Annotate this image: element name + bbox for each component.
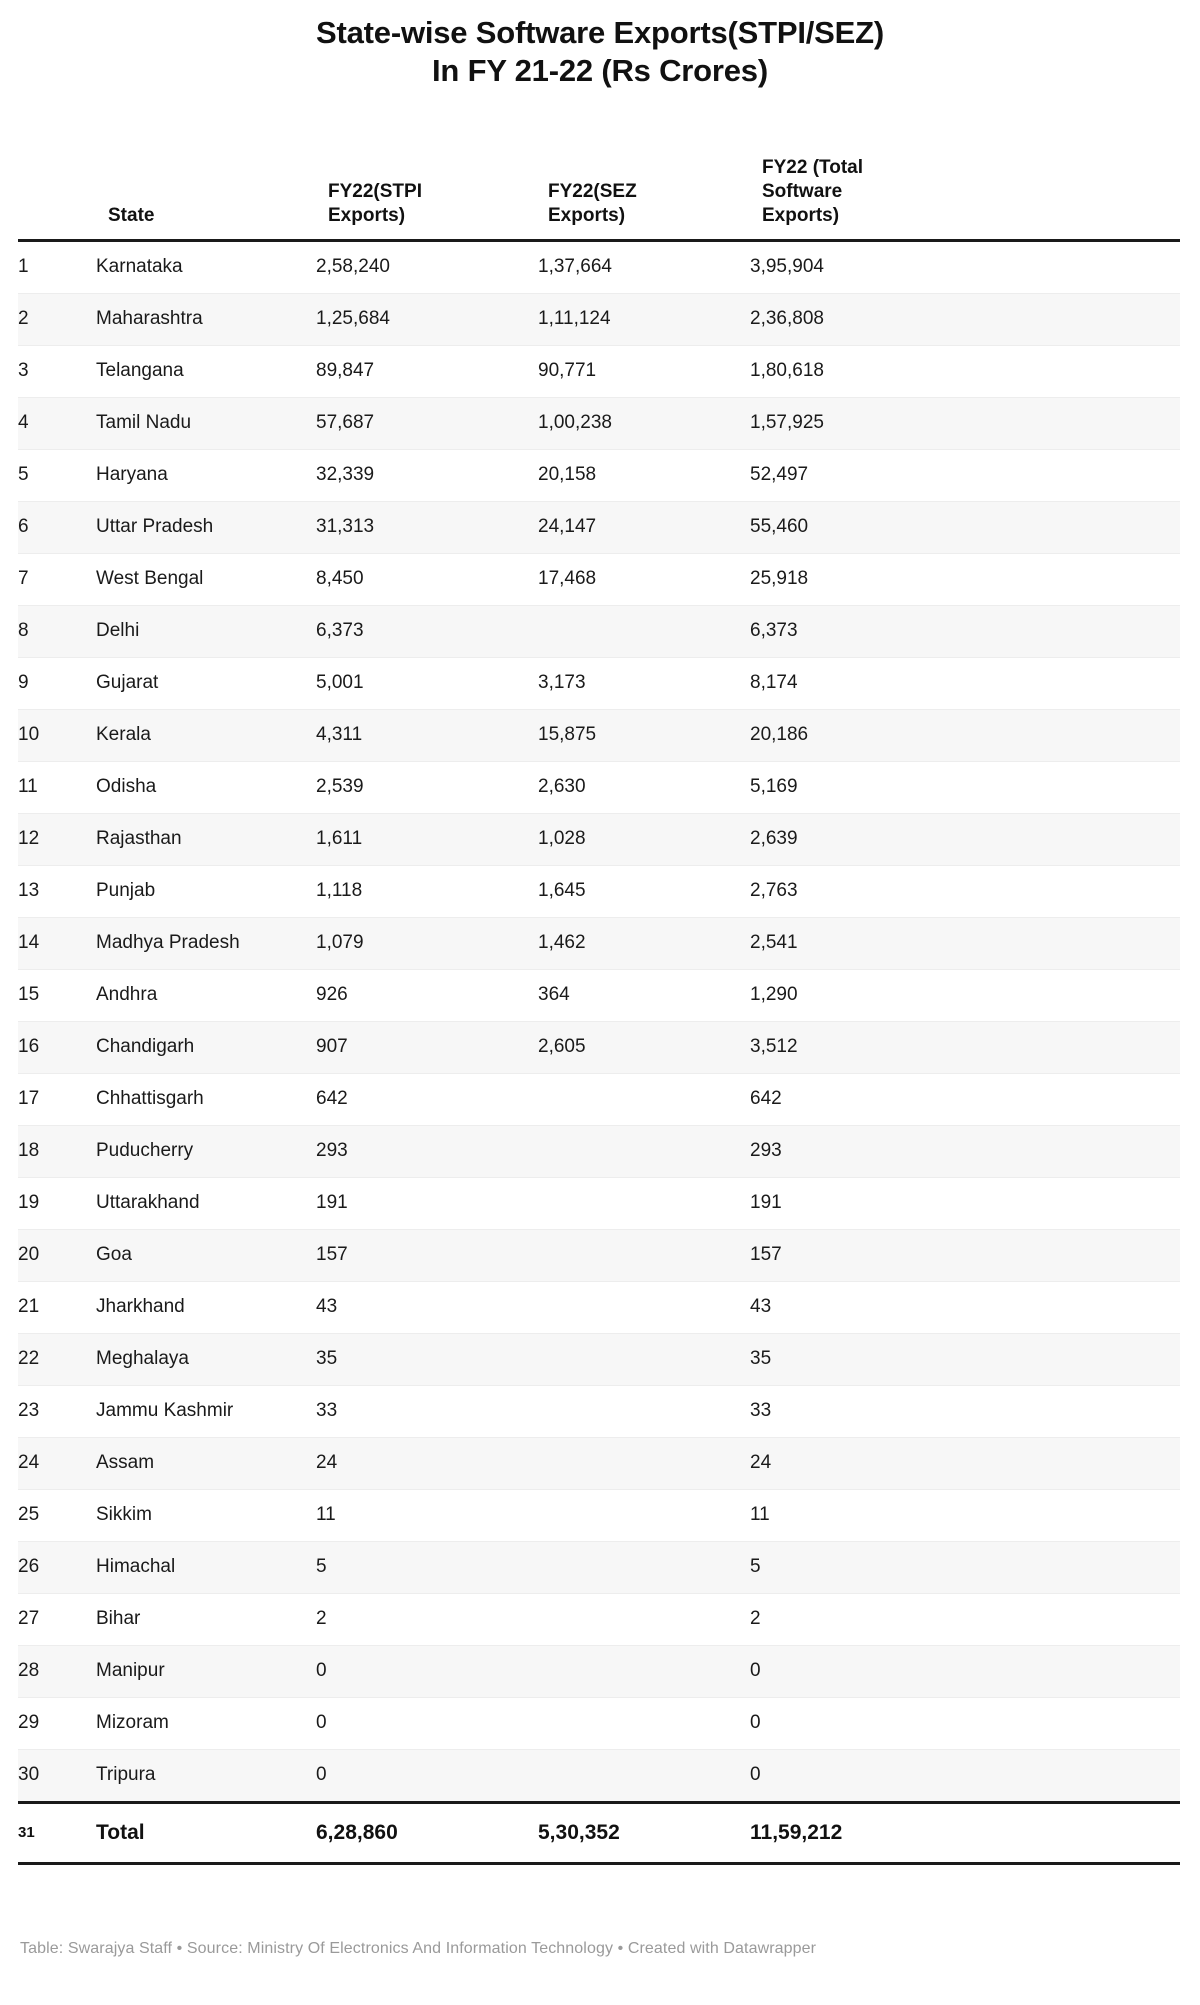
cell-sez: 1,11,124 (538, 293, 750, 345)
cell-total: 8,174 (750, 657, 1180, 709)
cell-sez (538, 1281, 750, 1333)
cell-total: 3,95,904 (750, 240, 1180, 293)
cell-stpi: 1,118 (316, 865, 538, 917)
cell-index: 17 (18, 1073, 96, 1125)
cell-sez (538, 1229, 750, 1281)
cell-index: 3 (18, 345, 96, 397)
cell-state: Mizoram (96, 1697, 316, 1749)
table-row[interactable] (18, 605, 1180, 657)
column-header-stpi[interactable] (316, 116, 538, 241)
cell-stpi: 89,847 (316, 345, 538, 397)
cell-total: 33 (750, 1385, 1180, 1437)
column-header-sez[interactable] (538, 116, 750, 241)
table-row[interactable] (18, 709, 1180, 761)
table-row[interactable] (18, 397, 1180, 449)
cell-total: 52,497 (750, 449, 1180, 501)
cell-sez (538, 1437, 750, 1489)
table-row[interactable] (18, 761, 1180, 813)
cell-index: 25 (18, 1489, 96, 1541)
table-row[interactable] (18, 1125, 1180, 1177)
cell-total: 191 (750, 1177, 1180, 1229)
cell-total: 2 (750, 1593, 1180, 1645)
table-row[interactable] (18, 1437, 1180, 1489)
cell-sez (538, 1593, 750, 1645)
table-row[interactable] (18, 1541, 1180, 1593)
cell-stpi: 11 (316, 1489, 538, 1541)
cell-sez (538, 1645, 750, 1697)
table-container (0, 116, 1200, 1865)
table-row[interactable] (18, 501, 1180, 553)
cell-index: 4 (18, 397, 96, 449)
cell-state: Odisha (96, 761, 316, 813)
cell-sez: 15,875 (538, 709, 750, 761)
header-row (18, 116, 1180, 241)
cell-state: Himachal (96, 1541, 316, 1593)
cell-state: Puducherry (96, 1125, 316, 1177)
cell-total: 1,80,618 (750, 345, 1180, 397)
cell-sez: 1,462 (538, 917, 750, 969)
cell-state: Rajasthan (96, 813, 316, 865)
cell-total: 1,290 (750, 969, 1180, 1021)
cell-stpi: 2,58,240 (316, 240, 538, 293)
cell-stpi: 33 (316, 1385, 538, 1437)
cell-state: Haryana (96, 449, 316, 501)
table-row[interactable] (18, 1177, 1180, 1229)
cell-total: 293 (750, 1125, 1180, 1177)
table-total-row[interactable] (18, 1802, 1180, 1863)
cell-index: 5 (18, 449, 96, 501)
cell-state: Delhi (96, 605, 316, 657)
cell-index: 28 (18, 1645, 96, 1697)
cell-stpi: 907 (316, 1021, 538, 1073)
cell-index: 16 (18, 1021, 96, 1073)
cell-state: Punjab (96, 865, 316, 917)
cell-stpi: 1,25,684 (316, 293, 538, 345)
cell-sez (538, 1125, 750, 1177)
column-header-state[interactable] (96, 116, 316, 241)
cell-stpi: 0 (316, 1697, 538, 1749)
cell-stpi: 35 (316, 1333, 538, 1385)
cell-stpi: 642 (316, 1073, 538, 1125)
cell-total: 1,57,925 (750, 397, 1180, 449)
cell-stpi: 926 (316, 969, 538, 1021)
cell-stpi: 31,313 (316, 501, 538, 553)
table-row[interactable] (18, 1385, 1180, 1437)
cell-state: Assam (96, 1437, 316, 1489)
cell-index: 12 (18, 813, 96, 865)
cell-sez: 24,147 (538, 501, 750, 553)
cell-state: Meghalaya (96, 1333, 316, 1385)
column-header-index[interactable] (18, 116, 96, 241)
cell-index: 8 (18, 605, 96, 657)
table-row[interactable] (18, 969, 1180, 1021)
cell-total: 2,763 (750, 865, 1180, 917)
header-stpi-l2: Exports) (328, 204, 406, 226)
column-header-total[interactable] (750, 116, 1180, 241)
cell-sez (538, 1333, 750, 1385)
cell-total: 24 (750, 1437, 1180, 1489)
total-cell-sez: 5,30,352 (538, 1802, 750, 1863)
total-cell-stpi: 6,28,860 (316, 1802, 538, 1863)
cell-index: 29 (18, 1697, 96, 1749)
table-source-note: Table: Swarajya Staff • Source: Ministry Of Electronics And Information Technology • Created with Datawrapper (20, 1940, 817, 1957)
cell-stpi: 4,311 (316, 709, 538, 761)
cell-stpi: 24 (316, 1437, 538, 1489)
cell-total: 5 (750, 1541, 1180, 1593)
cell-index: 6 (18, 501, 96, 553)
cell-sez: 2,605 (538, 1021, 750, 1073)
table-row[interactable] (18, 1645, 1180, 1697)
cell-stpi: 1,611 (316, 813, 538, 865)
cell-total: 11 (750, 1489, 1180, 1541)
cell-stpi: 191 (316, 1177, 538, 1229)
cell-sez (538, 1697, 750, 1749)
cell-index: 10 (18, 709, 96, 761)
table-row[interactable] (18, 1073, 1180, 1125)
title-line-2: In FY 21-22 (Rs Crores) (432, 52, 768, 88)
cell-state: Uttarakhand (96, 1177, 316, 1229)
cell-state: Uttar Pradesh (96, 501, 316, 553)
cell-index: 27 (18, 1593, 96, 1645)
cell-total: 2,541 (750, 917, 1180, 969)
total-cell-state: Total (96, 1802, 316, 1863)
cell-stpi: 6,373 (316, 605, 538, 657)
table-row[interactable] (18, 1229, 1180, 1281)
software-exports-table (18, 116, 1180, 1865)
cell-state: Goa (96, 1229, 316, 1281)
cell-state: West Bengal (96, 553, 316, 605)
cell-total: 25,918 (750, 553, 1180, 605)
header-stpi-l1: FY22(STPI (328, 180, 422, 202)
cell-stpi: 293 (316, 1125, 538, 1177)
table-row[interactable] (18, 1021, 1180, 1073)
cell-index: 24 (18, 1437, 96, 1489)
cell-sez: 2,630 (538, 761, 750, 813)
cell-stpi: 5 (316, 1541, 538, 1593)
cell-state: Manipur (96, 1645, 316, 1697)
cell-sez: 364 (538, 969, 750, 1021)
table-row[interactable] (18, 240, 1180, 293)
table-row[interactable] (18, 813, 1180, 865)
cell-index: 14 (18, 917, 96, 969)
cell-state: Sikkim (96, 1489, 316, 1541)
table-row[interactable] (18, 449, 1180, 501)
cell-total: 2,639 (750, 813, 1180, 865)
table-row[interactable] (18, 1749, 1180, 1802)
cell-index: 15 (18, 969, 96, 1021)
header-total-l3: Exports) (762, 204, 840, 226)
cell-state: Tripura (96, 1749, 316, 1802)
cell-sez: 1,00,238 (538, 397, 750, 449)
cell-state: Chhattisgarh (96, 1073, 316, 1125)
table-row[interactable] (18, 553, 1180, 605)
cell-index: 9 (18, 657, 96, 709)
cell-total: 55,460 (750, 501, 1180, 553)
cell-stpi: 1,079 (316, 917, 538, 969)
cell-sez: 1,028 (538, 813, 750, 865)
cell-state: Andhra (96, 969, 316, 1021)
total-cell-index: 31 (18, 1802, 96, 1863)
cell-state: Jammu Kashmir (96, 1385, 316, 1437)
cell-sez: 17,468 (538, 553, 750, 605)
header-sez-l2: Exports) (548, 204, 626, 226)
cell-sez (538, 1385, 750, 1437)
cell-index: 7 (18, 553, 96, 605)
table-row[interactable] (18, 1697, 1180, 1749)
cell-total: 6,373 (750, 605, 1180, 657)
cell-sez (538, 1177, 750, 1229)
cell-index: 21 (18, 1281, 96, 1333)
cell-stpi: 157 (316, 1229, 538, 1281)
cell-index: 18 (18, 1125, 96, 1177)
cell-index: 11 (18, 761, 96, 813)
table-row[interactable] (18, 1281, 1180, 1333)
cell-state: Maharashtra (96, 293, 316, 345)
page-title (0, 0, 1200, 90)
table-header (18, 116, 1180, 241)
cell-index: 26 (18, 1541, 96, 1593)
cell-sez: 90,771 (538, 345, 750, 397)
cell-total: 35 (750, 1333, 1180, 1385)
cell-stpi: 43 (316, 1281, 538, 1333)
cell-stpi: 2 (316, 1593, 538, 1645)
cell-sez (538, 1541, 750, 1593)
cell-total: 3,512 (750, 1021, 1180, 1073)
cell-sez: 1,645 (538, 865, 750, 917)
cell-sez (538, 1489, 750, 1541)
cell-total: 20,186 (750, 709, 1180, 761)
table-row[interactable] (18, 917, 1180, 969)
cell-state: Tamil Nadu (96, 397, 316, 449)
table-body (18, 240, 1180, 1863)
header-sez-l1: FY22(SEZ (548, 180, 637, 202)
table-row[interactable] (18, 1333, 1180, 1385)
table-row[interactable] (18, 293, 1180, 345)
cell-index: 2 (18, 293, 96, 345)
cell-stpi: 0 (316, 1645, 538, 1697)
cell-state: Kerala (96, 709, 316, 761)
cell-stpi: 57,687 (316, 397, 538, 449)
cell-state: Bihar (96, 1593, 316, 1645)
cell-index: 13 (18, 865, 96, 917)
cell-index: 19 (18, 1177, 96, 1229)
cell-sez: 20,158 (538, 449, 750, 501)
total-cell-total: 11,59,212 (750, 1802, 1180, 1863)
cell-stpi: 32,339 (316, 449, 538, 501)
table-row[interactable] (18, 345, 1180, 397)
cell-total: 0 (750, 1645, 1180, 1697)
cell-stpi: 2,539 (316, 761, 538, 813)
cell-state: Jharkhand (96, 1281, 316, 1333)
cell-total: 43 (750, 1281, 1180, 1333)
table-row[interactable] (18, 865, 1180, 917)
cell-sez: 1,37,664 (538, 240, 750, 293)
cell-sez (538, 605, 750, 657)
cell-stpi: 0 (316, 1749, 538, 1802)
cell-sez (538, 1749, 750, 1802)
cell-total: 157 (750, 1229, 1180, 1281)
cell-state: Karnataka (96, 240, 316, 293)
header-state-label: State (108, 204, 155, 226)
cell-state: Madhya Pradesh (96, 917, 316, 969)
cell-sez (538, 1073, 750, 1125)
cell-index: 23 (18, 1385, 96, 1437)
table-row[interactable] (18, 1593, 1180, 1645)
header-total-l1: FY22 (Total (762, 156, 863, 178)
cell-state: Chandigarh (96, 1021, 316, 1073)
header-total-l2: Software (762, 180, 843, 202)
table-row[interactable] (18, 1489, 1180, 1541)
cell-sez: 3,173 (538, 657, 750, 709)
cell-state: Telangana (96, 345, 316, 397)
cell-total: 642 (750, 1073, 1180, 1125)
cell-state: Gujarat (96, 657, 316, 709)
cell-stpi: 8,450 (316, 553, 538, 605)
title-line-1: State-wise Software Exports(STPI/SEZ) (316, 15, 884, 50)
table-row[interactable] (18, 657, 1180, 709)
cell-total: 5,169 (750, 761, 1180, 813)
cell-stpi: 5,001 (316, 657, 538, 709)
cell-index: 20 (18, 1229, 96, 1281)
cell-total: 0 (750, 1697, 1180, 1749)
cell-index: 1 (18, 240, 96, 293)
cell-total: 2,36,808 (750, 293, 1180, 345)
cell-index: 22 (18, 1333, 96, 1385)
cell-index: 30 (18, 1749, 96, 1802)
cell-total: 0 (750, 1749, 1180, 1802)
